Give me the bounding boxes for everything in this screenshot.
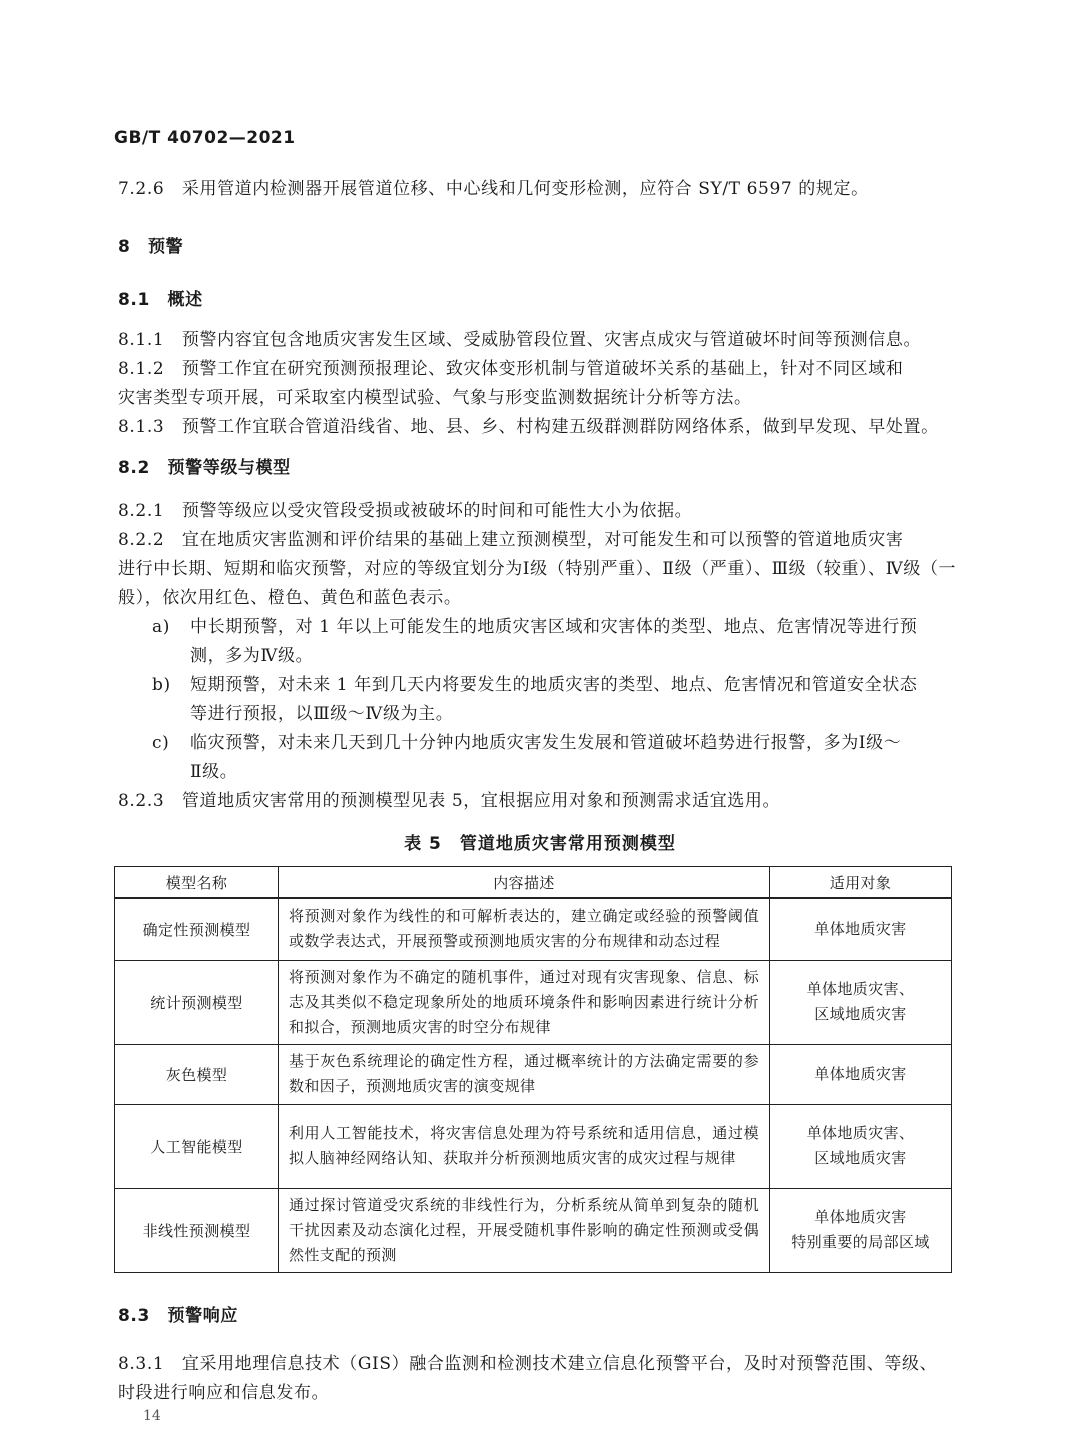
standard-code: GB/T 40702—2021: [114, 128, 296, 148]
list-item-a-cont: 测，多为Ⅳ级。: [190, 646, 314, 666]
model-name-cell: 灰色模型: [115, 1044, 279, 1104]
clause-8-2-3: [118, 791, 780, 811]
model-description-cell: 将预测对象作为不确定的随机事件，通过对现有灾害现象、信息、标志及其类似不稳定现象所处的地质环境条件和影响因素进行统计分析和拟合，预测地质灾害的时空分布规律: [279, 960, 770, 1044]
list-label: c): [152, 733, 170, 753]
applicable-object-text: 单体地质灾害: [814, 1064, 907, 1083]
clause-text: 预警工作宜在研究预测预报理论、致灾体变形机制与管道破坏关系的基础上，针对不同区域和: [181, 359, 904, 379]
clause-text: 预警等级应以受灾管段受损或被破坏的时间和可能性大小为依据。: [181, 501, 693, 521]
table-row: [115, 960, 952, 1044]
clause-text: 预警内容宜包含地质灾害发生区域、受威胁管段位置、灾害点成灾与管道破坏时间等预测信息。: [181, 330, 922, 350]
clause-text: 预警工作宜联合管道沿线省、地、县、乡、村构建五级群测群防网络体系，做到早发现、早处置。: [181, 417, 939, 437]
model-name-cell: 统计预测模型: [115, 960, 279, 1044]
column-header-applicable-object: 适用对象: [770, 867, 952, 899]
prediction-model-table: [114, 866, 952, 1273]
section-8-1-heading: [118, 290, 203, 310]
table-caption: 表 5 管道地质灾害常用预测模型: [404, 834, 676, 854]
applicable-object-text: 特别重要的局部区域: [791, 1233, 930, 1251]
applicable-object-text: 区域地质灾害: [814, 1149, 907, 1167]
list-item-c: [152, 733, 901, 753]
section-number: 8.2: [118, 458, 150, 478]
column-header-model-name: 模型名称: [115, 867, 279, 899]
clause-text: 采用管道内检测器开展管道位移、中心线和几何变形检测，应符合 SY/T 6597 的规定。: [181, 179, 869, 199]
applicable-object-text: 单体地质灾害: [814, 1208, 907, 1226]
section-8-3-heading: [118, 1306, 238, 1326]
list-item-b: [152, 675, 917, 695]
clause-number: 8.3.1: [118, 1354, 165, 1374]
clause-number: 8.1.1: [118, 330, 165, 350]
column-header-description: 内容描述: [279, 867, 770, 899]
chapter-title: 预警: [148, 237, 184, 257]
list-text: 临灾预警，对未来几天到几十分钟内地质灾害发生发展和管道破坏趋势进行报警，多为Ⅰ级～: [190, 733, 902, 753]
clause-text: 管道地质灾害常用的预测模型见表 5，宜根据应用对象和预测需求适宜选用。: [181, 791, 781, 811]
clause-8-1-2: [118, 359, 903, 379]
clause-8-2-2-cont-1: 进行中长期、短期和临灾预警，对应的等级宜划分为Ⅰ级（特别严重）、Ⅱ级（严重）、Ⅲ级（较重）、Ⅳ级（一: [118, 559, 957, 579]
applicable-object-text: 单体地质灾害、: [806, 1124, 915, 1142]
applicable-object-text: 区域地质灾害: [814, 1005, 907, 1023]
applicable-object-cell: [770, 1104, 952, 1188]
model-name-cell: 非线性预测模型: [115, 1188, 279, 1272]
list-text: 短期预警，对未来 1 年到几天内将要发生的地质灾害的类型、地点、危害情况和管道安全状态: [190, 675, 918, 695]
applicable-object-cell: [770, 960, 952, 1044]
clause-number: 8.1.3: [118, 417, 165, 437]
list-item-c-cont: Ⅱ级。: [190, 762, 238, 782]
section-title: 概述: [167, 290, 203, 310]
section-number: 8.3: [118, 1306, 150, 1326]
model-description-cell: 通过探讨管道受灾系统的非线性行为，分析系统从简单到复杂的随机干扰因素及动态演化过程，开展受随机事件影响的确定性预测或受偶然性支配的预测: [279, 1188, 770, 1272]
model-description-cell: 利用人工智能技术，将灾害信息处理为符号系统和适用信息，通过模拟人脑神经网络认知、获取并分析预测地质灾害的成灾过程与规律: [279, 1104, 770, 1188]
table-header-row: [115, 867, 952, 899]
clause-8-2-2: [118, 530, 903, 550]
clause-8-1-1: [118, 330, 921, 350]
table-row: [115, 898, 952, 960]
table-row: [115, 1104, 952, 1188]
clause-7-2-6: [118, 179, 869, 199]
model-description-cell: 将预测对象作为线性的和可解析表达的，建立确定或经验的预警阈值或数学表达式，开展预警或预测地质灾害的分布规律和动态过程: [279, 898, 770, 960]
applicable-object-cell: [770, 1188, 952, 1272]
clause-text: 宜在地质灾害监测和评价结果的基础上建立预测模型，对可能发生和可以预警的管道地质灾害: [181, 530, 904, 550]
model-name-cell: 确定性预测模型: [115, 898, 279, 960]
section-title: 预警等级与模型: [167, 458, 291, 478]
clause-8-2-2-cont-2: 般），依次用红色、橙色、黄色和蓝色表示。: [118, 588, 462, 608]
clause-8-1-3: [118, 417, 939, 437]
clause-number: 7.2.6: [118, 179, 165, 199]
section-8-2-heading: [118, 458, 291, 478]
list-item-b-cont: 等进行预报，以Ⅲ级～Ⅳ级为主。: [190, 704, 454, 724]
applicable-object-cell: [770, 1044, 952, 1104]
list-item-a: [152, 617, 917, 637]
clause-8-1-2-cont: 灾害类型专项开展，可采取室内模型试验、气象与形变监测数据统计分析等方法。: [118, 388, 752, 408]
applicable-object-text: 单体地质灾害、: [806, 980, 915, 998]
model-description-cell: 基于灰色系统理论的确定性方程，通过概率统计的方法确定需要的参数和因子，预测地质灾害的演变规律: [279, 1044, 770, 1104]
section-title: 预警响应: [167, 1306, 238, 1326]
list-label: b): [152, 675, 171, 695]
page-number: 14: [143, 1408, 161, 1424]
applicable-object-text: 单体地质灾害: [814, 919, 907, 938]
clause-8-3-1-cont: 时段进行响应和信息发布。: [118, 1383, 330, 1403]
section-number: 8.1: [118, 290, 150, 310]
chapter-8-heading: [118, 237, 183, 257]
clause-number: 8.2.3: [118, 791, 165, 811]
clause-8-3-1: [118, 1354, 937, 1374]
applicable-object-cell: [770, 898, 952, 960]
clause-number: 8.2.2: [118, 530, 165, 550]
clause-number: 8.2.1: [118, 501, 165, 521]
table-row: [115, 1188, 952, 1272]
list-text: 中长期预警，对 1 年以上可能发生的地质灾害区域和灾害体的类型、地点、危害情况等进行预: [190, 617, 918, 637]
clause-8-2-1: [118, 501, 692, 521]
chapter-number: 8: [118, 237, 131, 257]
clause-number: 8.1.2: [118, 359, 165, 379]
clause-text: 宜采用地理信息技术（GIS）融合监测和检测技术建立信息化预警平台，及时对预警范围、等级、: [181, 1354, 938, 1374]
table-row: [115, 1044, 952, 1104]
model-name-cell: 人工智能模型: [115, 1104, 279, 1188]
list-label: a): [152, 617, 170, 637]
